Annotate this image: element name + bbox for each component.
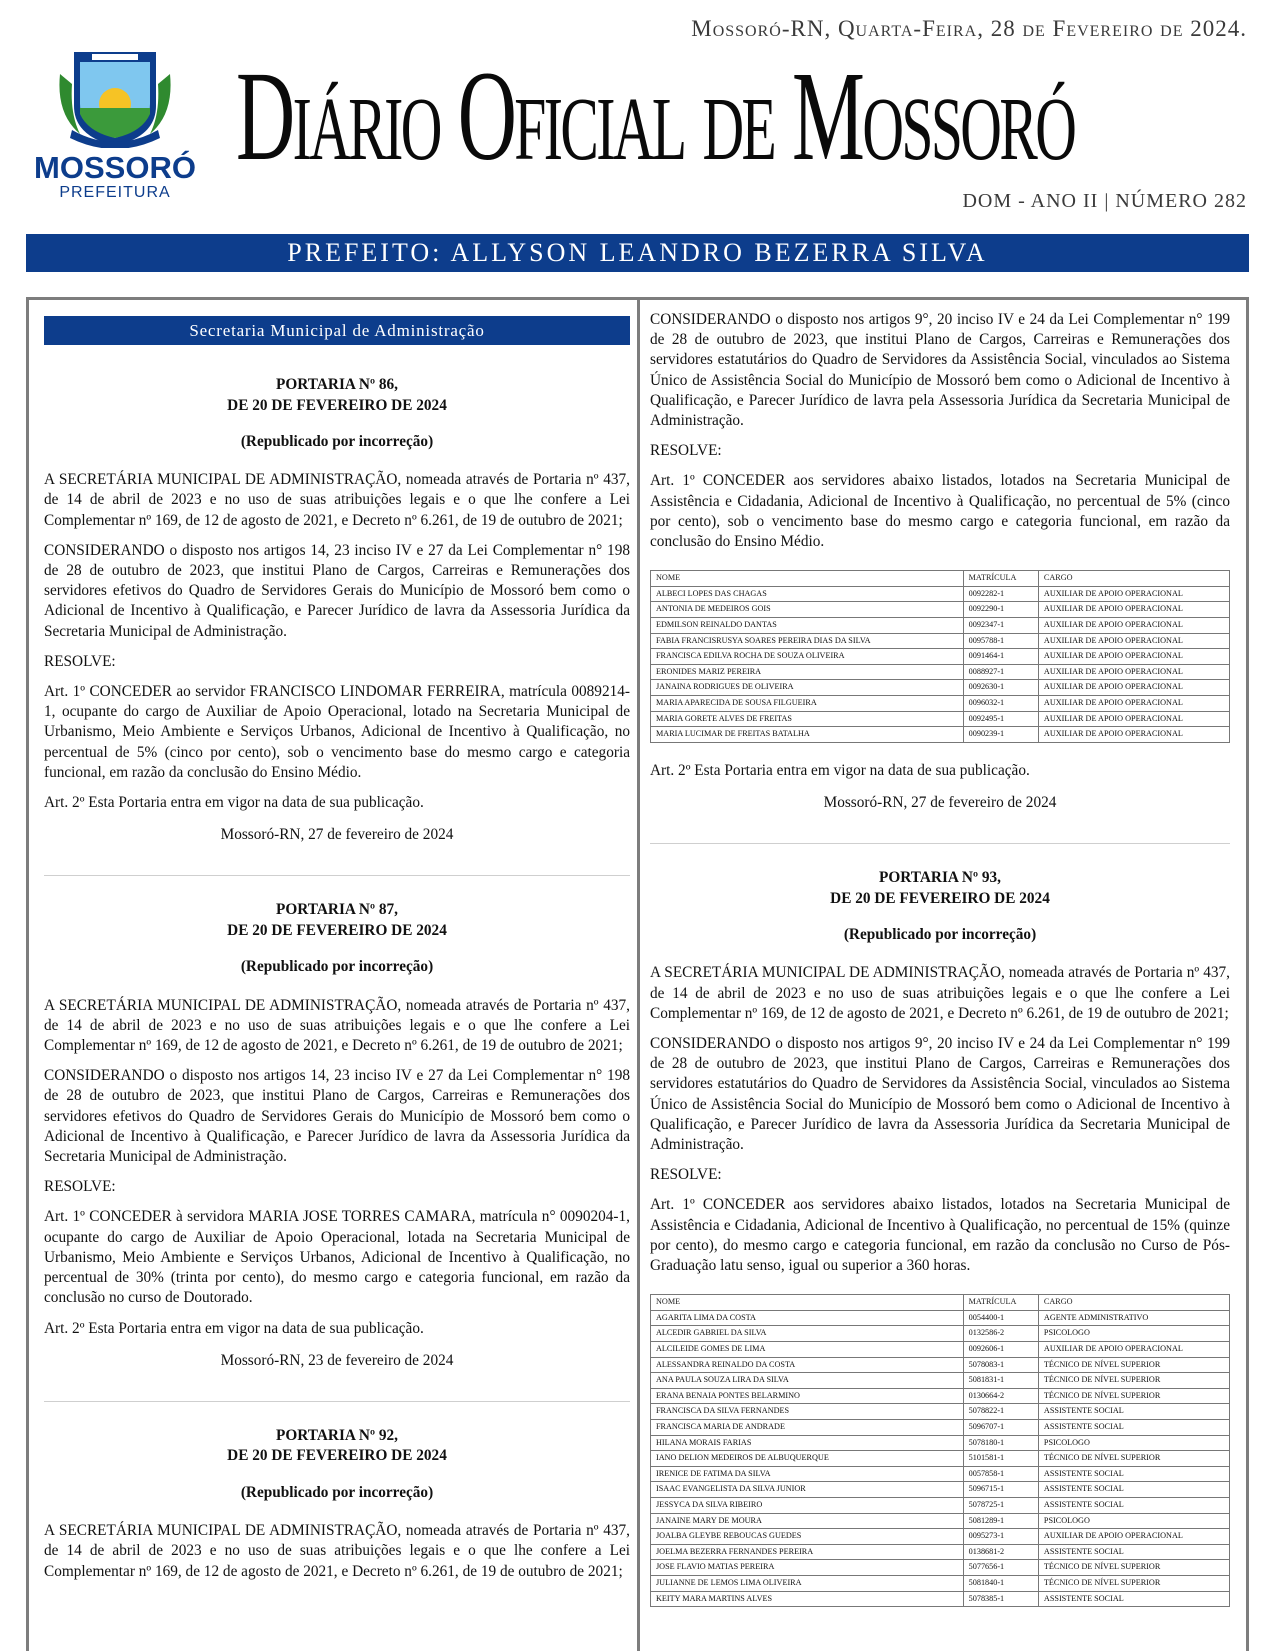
portaria-87 — [44, 900, 630, 1370]
table-row — [651, 1388, 1230, 1404]
name-cell: ALCEDIR GABRIEL DA SILVA — [651, 1326, 964, 1342]
name-cell: IRENICE DE FATIMA DA SILVA — [651, 1466, 964, 1482]
portaria-separator — [44, 1401, 630, 1402]
article-1: Art. 1º CONCEDER à servidora MARIA JOSE TORRES CAMARA, matrícula n° 0090204-1, ocupante do cargo de Auxiliar de Apoio Operacional, lotada na Secretaria Municipal de Urbanismo, Meio Ambiente e Serviços Urbanos, Adicional de Incentivo à Qualificação, no percentual de 30% (trinta por cento), do mesmo cargo e categoria funcional, em razão da conclusão no curso de Doutorado. — [44, 1208, 630, 1307]
position-cell: PSICOLOGO — [1038, 1513, 1229, 1529]
position-cell: TÉCNICO DE NÍVEL SUPERIOR — [1038, 1451, 1229, 1467]
portaria-title: PORTARIA Nº 92, — [276, 1426, 398, 1444]
portaria-separator — [44, 875, 630, 876]
registration-cell: 5078180-1 — [963, 1435, 1038, 1451]
table-header-row — [651, 571, 1230, 587]
registration-cell: 0092282-1 — [963, 586, 1038, 602]
table-row — [651, 1529, 1230, 1545]
resolve-label: RESOLVE: — [650, 442, 722, 460]
place-date: Mossoró-RN, 27 de fevereiro de 2024 — [823, 793, 1057, 811]
preamble-paragraph: A SECRETÁRIA MUNICIPAL DE ADMINISTRAÇÃO, nomeada através de Portaria nº 437, de 14 de abril de 2023 e no uso de suas atribuições legais e o que lhe confere a Lei Complementar nº 169, de 12 de agosto de 2021, e Decreto nº 6.261, de 19 de outubro de 2021; — [650, 964, 1230, 1022]
registration-cell: 0092347-1 — [963, 618, 1038, 634]
table-row — [651, 1435, 1230, 1451]
registration-cell: 0054400-1 — [963, 1310, 1038, 1326]
position-cell: AUXILIAR DE APOIO OPERACIONAL — [1038, 1342, 1229, 1358]
considerando-paragraph: CONSIDERANDO o disposto nos artigos 9°, 20 inciso IV e 24 da Lei Complementar n° 199 de 28 de outubro de 2023, que institui Plano de Cargos, Carreiras e Remunerações dos servidores estatutários do Quadro de Servidores da Assistência Social, vinculados ao Sistema Único de Assistência Social do Município de Mossoró bem como o Adicional de Incentivo à Qualificação, e Parecer Jurídico de lavra pela Assessoria Jurídica da Secretaria Municipal de Administração. — [650, 311, 1230, 430]
table-row — [651, 1342, 1230, 1358]
name-cell: FRANCISCA EDILVA ROCHA DE SOUZA OLIVEIRA — [651, 649, 964, 665]
table-row — [651, 664, 1230, 680]
registration-cell: 0091464-1 — [963, 649, 1038, 665]
registration-cell: 0088927-1 — [963, 664, 1038, 680]
table-row — [651, 1544, 1230, 1560]
table-row — [651, 711, 1230, 727]
table-row — [651, 1466, 1230, 1482]
portaria-92-start — [44, 1426, 630, 1582]
table-row — [651, 1591, 1230, 1607]
registration-cell: 5081831-1 — [963, 1373, 1038, 1389]
position-cell: AGENTE ADMINISTRATIVO — [1038, 1310, 1229, 1326]
considerando-paragraph: CONSIDERANDO o disposto nos artigos 14, 23 inciso IV e 27 da Lei Complementar n° 198 de 28 de outubro de 2023, que institui Plano de Cargos, Carreiras e Remunerações dos servidores efetivos do Quadro de Servidores Gerais do Município de Mossoró bem como o Adicional de Incentivo à Qualificação, e Parecer Jurídico de lavra da Assessoria Jurídica da Secretaria Municipal de Administração. — [44, 1067, 630, 1166]
column-header: MATRÍCULA — [963, 1295, 1038, 1311]
name-cell: FABIA FRANCISRUSYA SOARES PEREIRA DIAS DA SILVA — [651, 633, 964, 649]
table-row — [651, 1497, 1230, 1513]
table-body — [651, 1310, 1230, 1606]
table-body — [651, 586, 1230, 742]
mayor-banner: PREFEITO: ALLYSON LEANDRO BEZERRA SILVA — [26, 234, 1249, 272]
position-cell: AUXILIAR DE APOIO OPERACIONAL — [1038, 1529, 1229, 1545]
resolve-label: RESOLVE: — [650, 1166, 722, 1184]
registration-cell: 5096715-1 — [963, 1482, 1038, 1498]
table-row — [651, 1575, 1230, 1591]
column-header: MATRÍCULA — [963, 571, 1038, 587]
registration-cell: 0138681-2 — [963, 1544, 1038, 1560]
preamble-paragraph: A SECRETÁRIA MUNICIPAL DE ADMINISTRAÇÃO, nomeada através de Portaria nº 437, de 14 de abril de 2023 e no uso de suas atribuições legais e o que lhe confere a Lei Complementar nº 169, de 12 de agosto de 2021, e Decreto nº 6.261, de 19 de outubro de 2021; — [44, 471, 630, 529]
position-cell: ASSISTENTE SOCIAL — [1038, 1591, 1229, 1607]
registration-cell: 5077656-1 — [963, 1560, 1038, 1576]
article-1: Art. 1º CONCEDER aos servidores abaixo listados, lotados na Secretaria Municipal de Assistência e Cidadania, Adicional de Incentivo à Qualificação, no percentual de 5% (cinco por cento), sob o vencimento base do mesmo cargo e categoria funcional, em razão da conclusão do Ensino Médio. — [650, 472, 1230, 551]
registration-cell: 0092290-1 — [963, 602, 1038, 618]
registration-cell: 5078822-1 — [963, 1404, 1038, 1420]
name-cell: JOALBA GLEYBE REBOUCAS GUEDES — [651, 1529, 964, 1545]
table-row — [651, 1373, 1230, 1389]
city-coat-of-arms-icon — [52, 44, 178, 148]
right-column — [650, 310, 1230, 1625]
place-date: Mossoró-RN, 27 de fevereiro de 2024 — [220, 826, 454, 844]
registration-cell: 0057858-1 — [963, 1466, 1038, 1482]
prefeitura-logo — [26, 44, 204, 204]
column-header: NOME — [651, 1295, 964, 1311]
position-cell: PSICOLOGO — [1038, 1326, 1229, 1342]
name-cell: ALESSANDRA REINALDO DA COSTA — [651, 1357, 964, 1373]
name-cell: ISAAC EVANGELISTA DA SILVA JUNIOR — [651, 1482, 964, 1498]
position-cell: ASSISTENTE SOCIAL — [1038, 1544, 1229, 1560]
table-row — [651, 602, 1230, 618]
servants-table — [650, 570, 1230, 743]
name-cell: KEITY MARA MARTINS ALVES — [651, 1591, 964, 1607]
name-cell: ANA PAULA SOUZA LIRA DA SILVA — [651, 1373, 964, 1389]
position-cell: TÉCNICO DE NÍVEL SUPERIOR — [1038, 1388, 1229, 1404]
name-cell: JANAINA RODRIGUES DE OLIVEIRA — [651, 680, 964, 696]
name-cell: MARIA APARECIDA DE SOUSA FILGUEIRA — [651, 695, 964, 711]
preamble-paragraph: A SECRETÁRIA MUNICIPAL DE ADMINISTRAÇÃO, nomeada através de Portaria nº 437, de 14 de abril de 2023 e no uso de suas atribuições legais e o que lhe confere a Lei Complementar nº 169, de 12 de agosto de 2021, e Decreto nº 6.261, de 19 de outubro de 2021; — [44, 1522, 630, 1580]
registration-cell: 5078083-1 — [963, 1357, 1038, 1373]
position-cell: AUXILIAR DE APOIO OPERACIONAL — [1038, 618, 1229, 634]
position-cell: ASSISTENTE SOCIAL — [1038, 1404, 1229, 1420]
name-cell: JOELMA BEZERRA FERNANDES PEREIRA — [651, 1544, 964, 1560]
portaria-92-continued — [650, 310, 1230, 813]
position-cell: AUXILIAR DE APOIO OPERACIONAL — [1038, 649, 1229, 665]
table-row — [651, 633, 1230, 649]
place-date: Mossoró-RN, 23 de fevereiro de 2024 — [220, 1351, 454, 1369]
position-cell: AUXILIAR DE APOIO OPERACIONAL — [1038, 727, 1229, 743]
registration-cell: 0090239-1 — [963, 727, 1038, 743]
position-cell: TÉCNICO DE NÍVEL SUPERIOR — [1038, 1575, 1229, 1591]
position-cell: TÉCNICO DE NÍVEL SUPERIOR — [1038, 1373, 1229, 1389]
table-row — [651, 727, 1230, 743]
position-cell: AUXILIAR DE APOIO OPERACIONAL — [1038, 711, 1229, 727]
article-2: Art. 2º Esta Portaria entra em vigor na data de sua publicação. — [650, 761, 1030, 779]
name-cell: JOSE FLAVIO MATIAS PEREIRA — [651, 1560, 964, 1576]
name-cell: EDMILSON REINALDO DANTAS — [651, 618, 964, 634]
registration-cell: 0092495-1 — [963, 711, 1038, 727]
registration-cell: 0130664-2 — [963, 1388, 1038, 1404]
republication-note: (Republicado por incorreção) — [843, 926, 1037, 944]
name-cell: JULIANNE DE LEMOS LIMA OLIVEIRA — [651, 1575, 964, 1591]
portaria-title: PORTARIA Nº 86, — [276, 376, 398, 393]
registration-cell: 5078385-1 — [963, 1591, 1038, 1607]
registration-cell: 0132586-2 — [963, 1326, 1038, 1342]
name-cell: ALBECI LOPES DAS CHAGAS — [651, 586, 964, 602]
registration-cell: 0095273-1 — [963, 1529, 1038, 1545]
name-cell: MARIA LUCIMAR DE FREITAS BATALHA — [651, 727, 964, 743]
table-row — [651, 649, 1230, 665]
position-cell: AUXILIAR DE APOIO OPERACIONAL — [1038, 695, 1229, 711]
resolve-label: RESOLVE: — [44, 652, 116, 670]
name-cell: ERONIDES MARIZ PEREIRA — [651, 664, 964, 680]
republication-note: (Republicado por incorreção) — [240, 958, 434, 976]
registration-cell: 5081840-1 — [963, 1575, 1038, 1591]
portaria-86 — [44, 375, 630, 845]
logo-subtitle: PREFEITURA — [59, 184, 171, 201]
column-divider — [637, 297, 640, 1651]
position-cell: AUXILIAR DE APOIO OPERACIONAL — [1038, 633, 1229, 649]
table-row — [651, 1482, 1230, 1498]
name-cell: HILANA MORAIS FARIAS — [651, 1435, 964, 1451]
edition-number: DOM - ANO II | NÚMERO 282 — [962, 190, 1247, 212]
table-row — [651, 586, 1230, 602]
column-header: CARGO — [1038, 571, 1229, 587]
name-cell: MARIA GORETE ALVES DE FREITAS — [651, 711, 964, 727]
table-row — [651, 1560, 1230, 1576]
position-cell: ASSISTENTE SOCIAL — [1038, 1466, 1229, 1482]
table-row — [651, 1326, 1230, 1342]
table-row — [651, 1419, 1230, 1435]
registration-cell: 0092630-1 — [963, 680, 1038, 696]
position-cell: ASSISTENTE SOCIAL — [1038, 1497, 1229, 1513]
column-header: CARGO — [1038, 1295, 1229, 1311]
position-cell: AUXILIAR DE APOIO OPERACIONAL — [1038, 602, 1229, 618]
position-cell: AUXILIAR DE APOIO OPERACIONAL — [1038, 586, 1229, 602]
registration-cell: 0096032-1 — [963, 695, 1038, 711]
table-row — [651, 1513, 1230, 1529]
portaria-date: DE 20 DE FEVEREIRO DE 2024 — [227, 1447, 447, 1465]
name-cell: IANO DELION MEDEIROS DE ALBUQUERQUE — [651, 1451, 964, 1467]
article-2: Art. 2º Esta Portaria entra em vigor na data de sua publicação. — [44, 1319, 424, 1337]
portaria-title: PORTARIA Nº 87, — [276, 901, 398, 919]
portaria-date: DE 20 DE FEVEREIRO DE 2024 — [830, 889, 1050, 907]
table-row — [651, 695, 1230, 711]
table-row — [651, 1451, 1230, 1467]
article-1: Art. 1º CONCEDER ao servidor FRANCISCO LINDOMAR FERREIRA, matrícula 0089214-1, ocupante do cargo de Auxiliar de Apoio Operacional, lotado na Secretaria Municipal de Urbanismo, Meio Ambiente e Serviços Urbanos, Adicional de Incentivo à Qualificação, no percentual de 5% (cinco por cento), sob o vencimento base do mesmo cargo e categoria funcional, em razão da conclusão do Ensino Médio. — [44, 683, 630, 781]
position-cell: ASSISTENTE SOCIAL — [1038, 1419, 1229, 1435]
article-2: Art. 2º Esta Portaria entra em vigor na data de sua publicação. — [44, 794, 424, 812]
name-cell: ANTONIA DE MEDEIROS GOIS — [651, 602, 964, 618]
column-header: NOME — [651, 571, 964, 587]
name-cell: FRANCISCA DA SILVA FERNANDES — [651, 1404, 964, 1420]
portaria-93 — [650, 868, 1230, 1607]
table-row — [651, 1404, 1230, 1420]
table-row — [651, 618, 1230, 634]
table-header-row — [651, 1295, 1230, 1311]
name-cell: FRANCISCA MARIA DE ANDRADE — [651, 1419, 964, 1435]
article-1: Art. 1º CONCEDER aos servidores abaixo listados, lotados na Secretaria Municipal de Assistência e Cidadania, Adicional de Incentivo à Qualificação, no percentual de 15% (quinze por cento), do mesmo cargo e categoria funcional, em razão da conclusão no Curso de Pós-Graduação latu senso, igual ou superior a 360 horas. — [650, 1196, 1230, 1275]
position-cell: ASSISTENTE SOCIAL — [1038, 1482, 1229, 1498]
portaria-title: PORTARIA Nº 93, — [879, 869, 1001, 887]
republication-note: (Republicado por incorreção) — [240, 1483, 434, 1501]
resolve-label: RESOLVE: — [44, 1178, 116, 1196]
name-cell: ERANA BENAIA PONTES BELARMINO — [651, 1388, 964, 1404]
table-row — [651, 1310, 1230, 1326]
preamble-paragraph: A SECRETÁRIA MUNICIPAL DE ADMINISTRAÇÃO, nomeada através de Portaria nº 437, de 14 de abril de 2023 e no uso de suas atribuições legais e o que lhe confere a Lei Complementar nº 169, de 12 de agosto de 2021, e Decreto nº 6.261, de 19 de outubro de 2021; — [44, 996, 630, 1055]
name-cell: ALCILEIDE GOMES DE LIMA — [651, 1342, 964, 1358]
considerando-paragraph: CONSIDERANDO o disposto nos artigos 9°, 20 inciso IV e 24 da Lei Complementar n° 199 de 28 de outubro de 2023, que institui Plano de Cargos, Carreiras e Remunerações dos servidores estatutários do Quadro de Servidores da Assistência Social, vinculados ao Sistema Único de Assistência Social do Município de Mossoró bem como o Adicional de Incentivo à Qualificação, e Parecer Jurídico de lavra da Assessoria Jurídica da Secretaria Municipal de Administração. — [650, 1034, 1230, 1153]
edition-dateline: Mossoró-RN, Quarta-Feira, 28 de Fevereiro de 2024. — [691, 16, 1247, 41]
position-cell: TÉCNICO DE NÍVEL SUPERIOR — [1038, 1357, 1229, 1373]
registration-cell: 5078725-1 — [963, 1497, 1038, 1513]
portaria-date: DE 20 DE FEVEREIRO DE 2024 — [227, 396, 447, 414]
registration-cell: 0092606-1 — [963, 1342, 1038, 1358]
registration-cell: 0095788-1 — [963, 633, 1038, 649]
table-row — [651, 1357, 1230, 1373]
position-cell: PSICOLOGO — [1038, 1435, 1229, 1451]
left-column — [44, 316, 630, 1592]
registration-cell: 5081289-1 — [963, 1513, 1038, 1529]
registration-cell: 5096707-1 — [963, 1419, 1038, 1435]
masthead-title: Diário Oficial de Mossoró — [236, 45, 1075, 187]
position-cell: AUXILIAR DE APOIO OPERACIONAL — [1038, 664, 1229, 680]
name-cell: AGARITA LIMA DA COSTA — [651, 1310, 964, 1326]
position-cell: TÉCNICO DE NÍVEL SUPERIOR — [1038, 1560, 1229, 1576]
name-cell: JANAINE MARY DE MOURA — [651, 1513, 964, 1529]
republication-note: (Republicado por incorreção) — [240, 433, 434, 450]
portaria-separator — [650, 843, 1230, 844]
name-cell: JESSYCA DA SILVA RIBEIRO — [651, 1497, 964, 1513]
registration-cell: 5101581-1 — [963, 1451, 1038, 1467]
logo-wordmark: MOSSORÓ — [34, 150, 196, 185]
table-row — [651, 680, 1230, 696]
portaria-date: DE 20 DE FEVEREIRO DE 2024 — [227, 921, 447, 939]
position-cell: AUXILIAR DE APOIO OPERACIONAL — [1038, 680, 1229, 696]
servants-table — [650, 1294, 1230, 1607]
section-title-bar: Secretaria Municipal de Administração — [44, 316, 630, 345]
considerando-paragraph: CONSIDERANDO o disposto nos artigos 14, 23 inciso IV e 27 da Lei Complementar n° 198 de 28 de outubro de 2023, que institui Plano de Cargos, Carreiras e Remunerações dos servidores efetivos do Quadro de Servidores Gerais do Município de Mossoró bem como o Adicional de Incentivo à Qualificação, e Parecer Jurídico de lavra da Assessoria Jurídica da Secretaria Municipal de Administração. — [44, 541, 630, 640]
